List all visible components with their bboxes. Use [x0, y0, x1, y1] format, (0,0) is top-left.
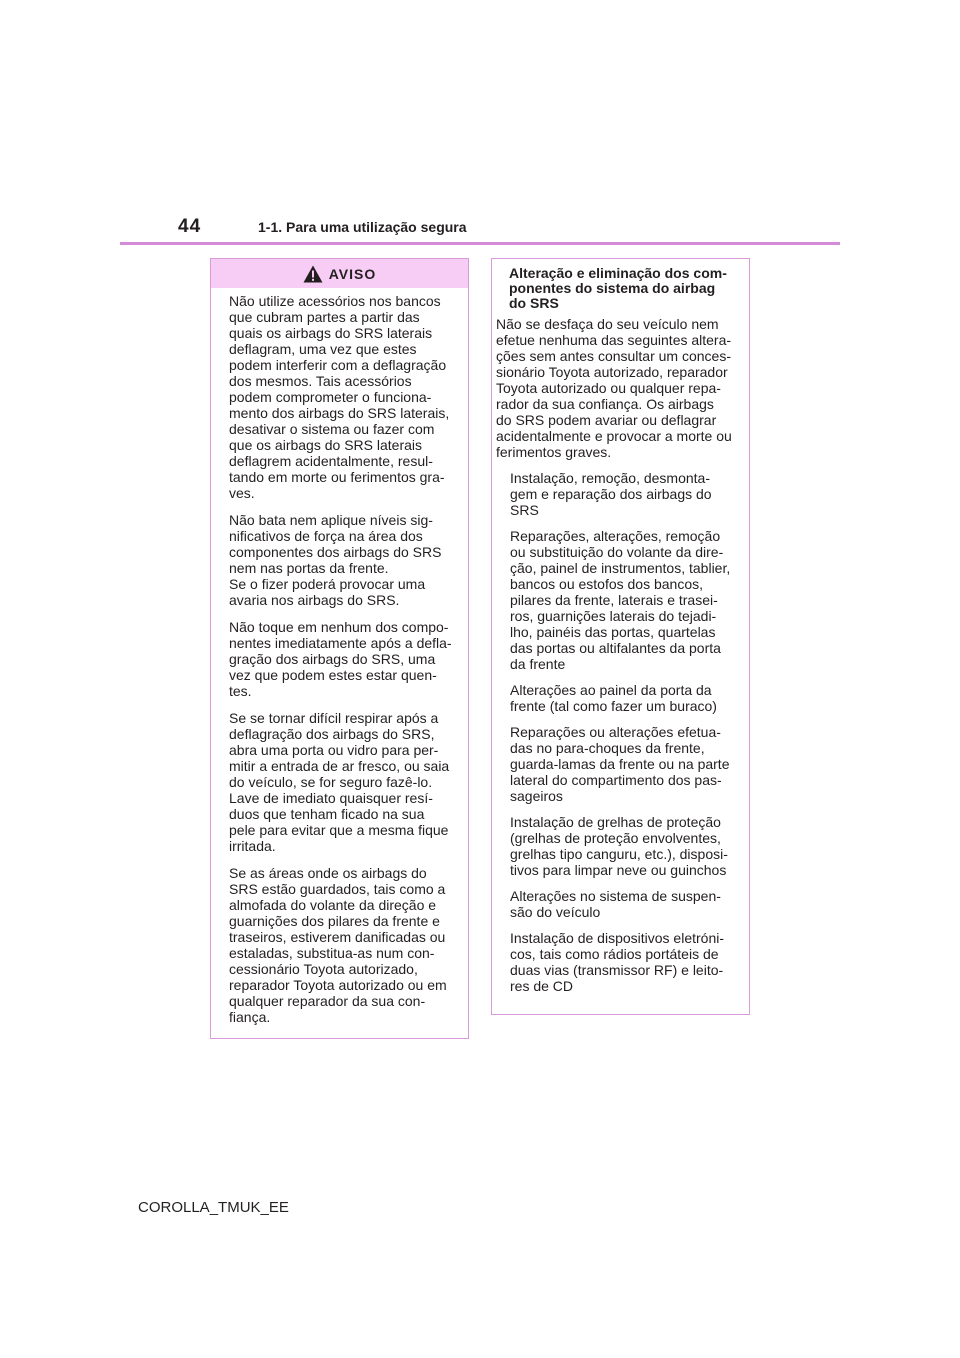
info-box	[491, 258, 750, 1015]
warning-title: AVISO	[328, 265, 377, 282]
warning-paragraph: Não utilize acessórios nos bancos que cubram partes a partir das quais os airbags do SRS laterais deflagram, uma vez que estes podem interferir com a deflagração dos mesmos. Tais acessórios podem comprometer o funciona- mento dos airbags do SRS laterais, desativar o sistema ou fazer com que os airbags do SRS laterais deflagrem acidentalmente, resul- tando em morte ou ferimentos gra- ves.	[229, 293, 450, 501]
info-list-item: Alterações ao painel da porta da frente (tal como fazer um buraco)	[510, 682, 717, 714]
warning-paragraph: Não bata nem aplique níveis sig- nificativos de força na área dos componentes dos airbags do SRS nem nas portas da frente. Se o fizer poderá provocar uma avaria nos airbags do SRS.	[229, 512, 442, 608]
warning-paragraph: Não toque em nenhum dos compo- nentes imediatamente após a defla- gração dos airbags do SRS, uma vez que podem estes estar quen- tes.	[229, 619, 452, 699]
section-title: 1-1. Para uma utilização segura	[258, 219, 467, 235]
warning-body	[211, 288, 468, 1025]
warning-paragraph: Se as áreas onde os airbags do SRS estão guardados, tais como a almofada do volante da direção e guarnições dos pilares da frente e traseiros, estiverem danificadas ou estaladas, substitua-as num con- cessionário Toyota autorizado, reparador Toyota autorizado ou em qualquer reparador da sua con- fiança.	[229, 865, 447, 1025]
footer-code: COROLLA_TMUK_EE	[138, 1199, 289, 1216]
warning-box	[210, 258, 469, 1039]
info-list-item: Reparações ou alterações efetua- das no para-choques da frente, guarda-lamas da frente ou na parte lateral do compartimento dos pas- sageiros	[510, 724, 730, 804]
info-list-item: Instalação de grelhas de proteção (grelhas de proteção envolventes, grelhas tipo canguru, etc.), disposi- tivos para limpar neve ou guinchos	[510, 814, 728, 878]
warning-header	[211, 259, 468, 288]
warning-triangle-icon	[303, 265, 323, 283]
info-list-item: Reparações, alterações, remoção ou substituição do volante da dire- ção, painel de instrumentos, tablier, bancos ou estofos dos bancos, pilares da frente, laterais e trasei- ros, guarnições laterais do tejadi- lho, painéis das portas, quartelas das portas ou altifalantes da porta da frente	[510, 528, 731, 672]
warning-paragraph: Se se tornar difícil respirar após a deflagração dos airbags do SRS, abra uma porta ou vidro para per- mitir a entrada de ar fresco, ou saia do veículo, se for seguro fazê-lo. Lave de imediato quaisquer resí- duos que tenham ficado na sua pele para evitar que a mesma fique irritada.	[229, 710, 450, 854]
page-number: 44	[178, 216, 202, 237]
info-list-item: Alterações no sistema de suspen- são do veículo	[510, 888, 721, 920]
header-rule	[120, 242, 840, 245]
info-title: Alteração e eliminação dos com- ponentes do sistema do airbag do SRS	[509, 265, 727, 311]
info-intro: Não se desfaça do seu veículo nem efetue nenhuma das seguintes altera- ções sem antes consultar um conces- sionário Toyota autorizado, reparador Toyota autorizado ou qualquer repa- rador da sua confiança. Os airbags do SRS podem avariar ou deflagrar acidentalmente e provocar a morte ou ferimentos graves.	[496, 316, 732, 460]
info-list-item: Instalação de dispositivos eletróni- cos, tais como rádios portáteis de duas vias (transmissor RF) e leito- res de CD	[510, 930, 725, 994]
info-list-item: Instalação, remoção, desmonta- gem e reparação dos airbags do SRS	[510, 470, 712, 518]
